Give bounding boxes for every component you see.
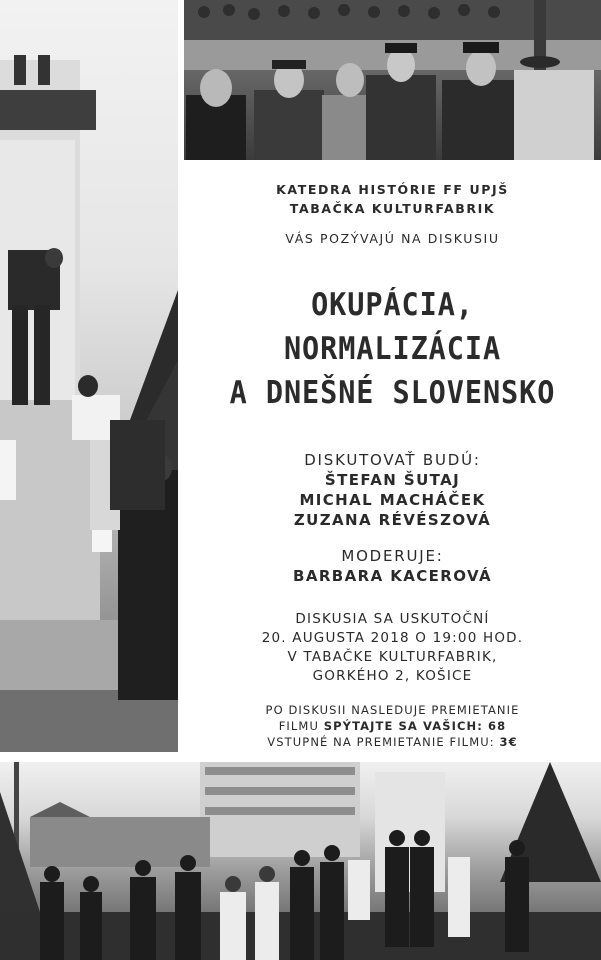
panelist-3: ZUZANA RÉVÉSZOVÁ <box>293 511 492 529</box>
screening-line-3 <box>184 734 601 750</box>
screening-line-2 <box>184 718 601 734</box>
film-title: SPÝTAJTE SA VAŠICH: 68 <box>323 719 507 733</box>
title-line-1: OKUPÁCIA, <box>311 287 474 323</box>
event-details <box>184 610 601 686</box>
event-date: 20. AUGUSTA 2018 O 19:00 HOD. <box>261 630 524 646</box>
panelist-2: MICHAL MACHÁČEK <box>299 491 486 509</box>
panelists <box>184 470 601 530</box>
moderator-label: MODERUJE: <box>341 547 444 565</box>
photo-monument <box>0 0 178 752</box>
organizer-tabacka: TABAČKA KULTURFABRIK <box>289 201 496 216</box>
invitation: VÁS POZÝVAJÚ NA DISKUSIU <box>285 231 500 246</box>
screening-film-prefix: FILMU <box>278 719 319 733</box>
screening-line-1: PO DISKUSII NASLEDUJE PREMIETANIE <box>265 703 520 717</box>
organizer-upjs: KATEDRA HISTÓRIE FF UPJŠ <box>276 182 509 197</box>
moderator-name: BARBARA KACEROVÁ <box>292 567 492 585</box>
title-line-2: NORMALIZÁCIA <box>283 331 502 367</box>
event-address: GORKÉHO 2, KOŠICE <box>312 668 473 684</box>
admission-label: VSTUPNÉ NA PREMIETANIE FILMU: <box>267 735 495 749</box>
panel-label: DISKUTOVAŤ BUDÚ: <box>304 451 481 469</box>
photo-officials <box>184 0 601 160</box>
title-line-3: A DNEŠNÉ SLOVENSKO <box>229 375 556 411</box>
screening-info <box>184 702 601 750</box>
event-line-1: DISKUSIA SA USKUTOČNÍ <box>295 611 490 627</box>
photo-crowd <box>0 762 601 960</box>
organizers <box>184 180 601 218</box>
event-venue: V TABAČKE KULTURFABRIK, <box>287 649 498 665</box>
admission-price: 3€ <box>499 735 518 749</box>
event-title <box>201 283 585 415</box>
panelist-1: ŠTEFAN ŠUTAJ <box>324 471 461 489</box>
